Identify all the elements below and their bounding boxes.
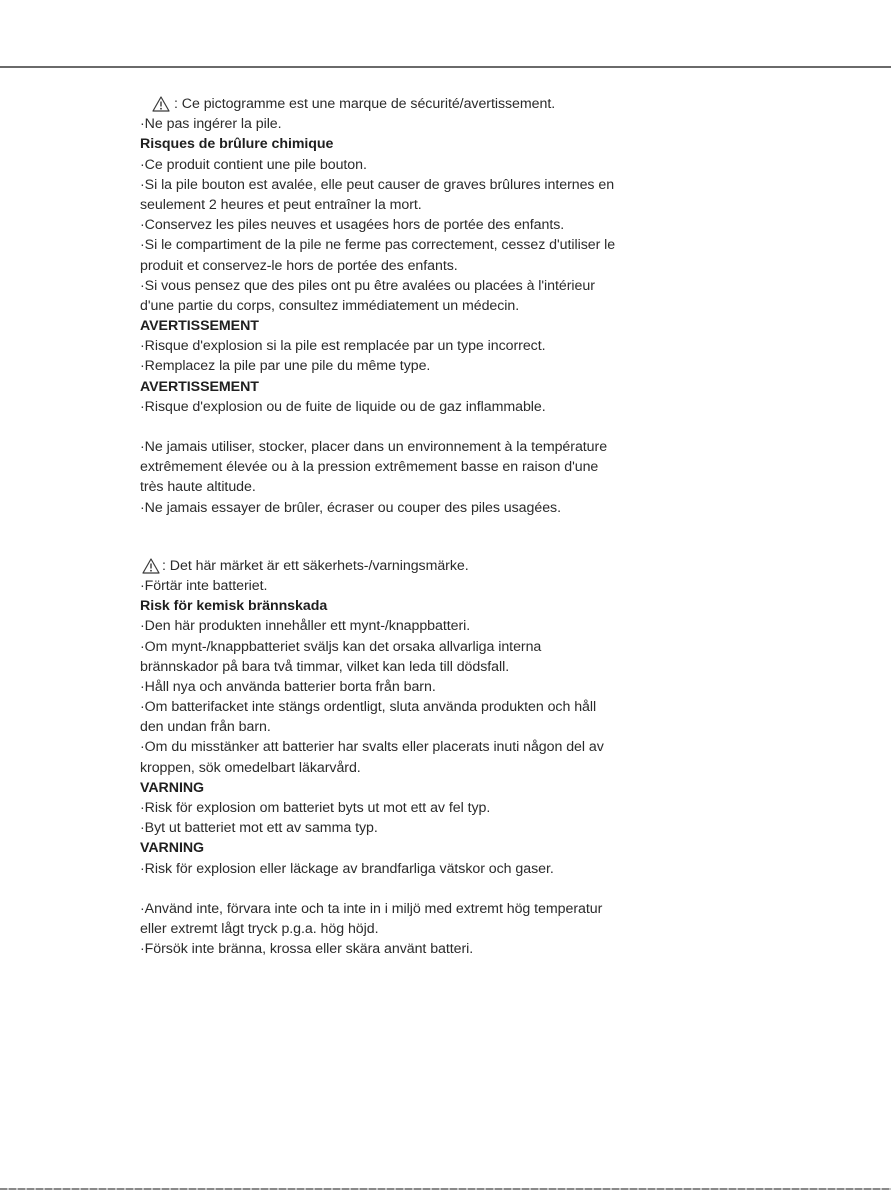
text-line: ·Ce produit contient une pile bouton. — [140, 156, 367, 173]
text-line: ·Si la pile bouton est avalée, elle peut causer de graves brûlures internes en — [140, 176, 615, 193]
text-line: kroppen, sök omedelbart läkarvård. — [140, 759, 361, 776]
french-block-1 — [140, 114, 740, 417]
section-heading: Risk för kemisk brännskada — [140, 598, 328, 615]
swedish-symbol-line — [140, 556, 740, 576]
section-heading: AVERTISSEMENT — [140, 318, 259, 335]
text-line: ·Förtär inte batteriet. — [140, 577, 268, 594]
swedish-block-2 — [140, 899, 740, 960]
text-line: d'une partie du corps, consultez immédiatement un médecin. — [140, 297, 520, 314]
text-line: produit et conservez-le hors de portée des enfants. — [140, 257, 458, 274]
section-heading: AVERTISSEMENT — [140, 378, 259, 395]
text-line: eller extremt lågt tryck p.g.a. hög höjd. — [140, 920, 379, 937]
text-line: den undan från barn. — [140, 719, 271, 736]
section-heading: VARNING — [140, 840, 205, 857]
text-line: ·Försök inte bränna, krossa eller skära använt batteri. — [140, 941, 474, 958]
section-heading: Risques de brûlure chimique — [140, 136, 334, 153]
text-line: ·Om mynt-/knappbatteriet sväljs kan det orsaka allvarliga interna — [140, 638, 542, 655]
text-line: ·Ne jamais utiliser, stocker, placer dans un environnement à la température — [140, 439, 608, 455]
text-line: seulement 2 heures et peut entraîner la mort. — [140, 196, 422, 213]
text-line: ·Conservez les piles neuves et usagées hors de portée des enfants. — [140, 217, 565, 234]
swedish-section — [140, 556, 740, 960]
header-rule — [0, 66, 891, 68]
text-line: ·Si vous pensez que des piles ont pu être avalées ou placées à l'intérieur — [140, 277, 595, 294]
text-line: ·Byt ut batteriet mot ett av samma typ. — [140, 820, 378, 837]
warning-triangle-icon — [142, 558, 160, 574]
text-line: ·Risk för explosion om batteriet byts ut mot ett av fel typ. — [140, 800, 491, 816]
section-heading: VARNING — [140, 779, 205, 796]
text-line: ·Den här produkten innehåller ett mynt-/knappbatteri. — [140, 618, 471, 635]
footer-rule — [0, 1188, 891, 1190]
text-line: ·Risk för explosion eller läckage av brandfarliga vätskor och gaser. — [140, 860, 554, 877]
text-line: ·Remplacez la pile par une pile du même type. — [140, 358, 431, 375]
text-line: ·Håll nya och använda batterier borta från barn. — [140, 678, 436, 695]
text-line: ·Ne jamais essayer de brûler, écraser ou couper des piles usagées. — [140, 499, 561, 516]
text-line: ·Ne pas ingérer la pile. — [140, 116, 282, 133]
text-line: ·Om batterifacket inte stängs ordentligt, sluta använda produkten och håll — [140, 699, 597, 716]
warning-triangle-icon — [152, 96, 170, 112]
french-symbol-line — [140, 94, 740, 114]
text-line: ·Si le compartiment de la pile ne ferme pas correctement, cessez d'utiliser le — [140, 237, 616, 254]
safety-text — [140, 94, 740, 959]
swedish-symbol-note: : Det här märket är ett säkerhets-/varningsmärke. — [162, 557, 469, 574]
text-line: ·Risque d'explosion si la pile est remplacée par un type incorrect. — [140, 338, 546, 355]
french-section — [140, 94, 740, 518]
french-block-2 — [140, 437, 740, 518]
swedish-block-1 — [140, 576, 740, 879]
text-line: ·Om du misstänker att batterier har svalts eller placerats inuti någon del av — [140, 739, 604, 756]
text-line: brännskador på bara två timmar, vilket kan leda till dödsfall. — [140, 658, 510, 675]
text-line: très haute altitude. — [140, 479, 256, 496]
text-line: ·Använd inte, förvara inte och ta inte in i miljö med extremt hög temperatur — [140, 900, 603, 917]
text-line: extrêmement élevée ou à la pression extrêmement basse en raison d'une — [140, 459, 599, 476]
text-line: ·Risque d'explosion ou de fuite de liquide ou de gaz inflammable. — [140, 398, 546, 415]
french-symbol-note: : Ce pictogramme est une marque de sécurité/avertissement. — [174, 96, 556, 112]
